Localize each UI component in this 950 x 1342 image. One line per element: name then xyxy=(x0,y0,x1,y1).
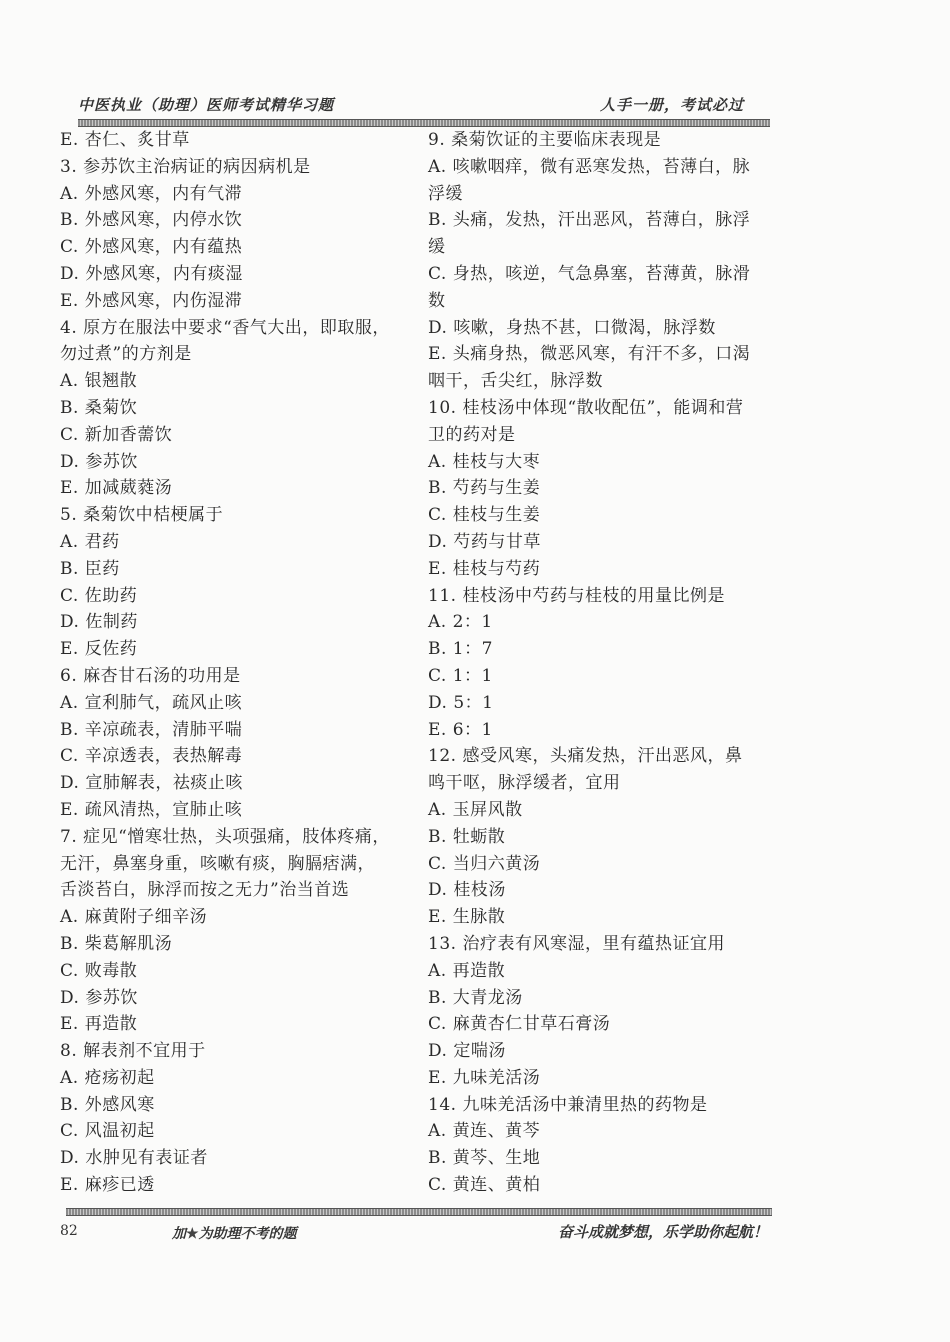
text-line: 7. 症见“憎寒壮热，头项强痛，肢体疼痛， xyxy=(60,826,390,847)
footer-note-prefix: 加 xyxy=(172,1226,186,1242)
footer-divider xyxy=(66,1208,772,1216)
text-line: A. 玉屏风散 xyxy=(428,799,523,820)
text-line: 数 xyxy=(428,290,446,311)
text-line: A. 外感风寒，内有气滞 xyxy=(60,183,243,204)
text-line: B. 头痛，发热，汗出恶风，苔薄白，脉浮 xyxy=(428,210,751,231)
text-line: E. 反佐药 xyxy=(60,639,138,660)
text-line: D. 芍药与甘草 xyxy=(428,531,541,552)
text-line: B. 辛凉疏表，清肺平喘 xyxy=(60,719,243,740)
text-line: C. 身热，咳逆，气急鼻塞，苔薄黄，脉滑 xyxy=(428,263,751,284)
text-line: C. 桂枝与生姜 xyxy=(428,505,541,526)
text-line: E. 6：1 xyxy=(428,719,493,740)
text-line: D. 参苏饮 xyxy=(60,987,138,1008)
text-line: B. 柴葛解肌汤 xyxy=(60,933,173,954)
header-title: 中医执业（助理）医师考试精华习题 xyxy=(78,96,335,114)
text-line: B. 1：7 xyxy=(428,639,493,660)
text-line: D. 佐制药 xyxy=(60,612,138,633)
text-line: 3. 参苏饮主治病证的病因病机是 xyxy=(60,156,311,177)
text-line: D. 水肿见有表证者 xyxy=(60,1148,208,1169)
text-line: E. 杏仁、炙甘草 xyxy=(60,130,190,150)
right-column xyxy=(428,127,770,1199)
text-line: B. 外感风寒，内停水饮 xyxy=(60,210,243,231)
text-line: E. 疏风清热，宣肺止咳 xyxy=(60,799,243,820)
footer-note xyxy=(172,1223,297,1243)
text-line: 6. 麻杏甘石汤的功用是 xyxy=(60,665,241,686)
text-line: 舌淡苔白，脉浮而按之无力”治当首选 xyxy=(60,880,350,901)
text-line: 14. 九味羌活汤中兼清里热的药物是 xyxy=(428,1094,708,1115)
text-line: 9. 桑菊饮证的主要临床表现是 xyxy=(428,130,662,150)
text-line: C. 黄连、黄柏 xyxy=(428,1175,541,1196)
text-line: A. 宣利肺气，疏风止咳 xyxy=(60,692,243,713)
text-line: B. 大青龙汤 xyxy=(428,987,523,1008)
text-line: 无汗，鼻塞身重，咳嗽有痰，胸膈痞满， xyxy=(60,853,375,874)
text-line: D. 咳嗽，身热不甚，口微渴，脉浮数 xyxy=(428,317,716,338)
text-line: A. 2：1 xyxy=(428,612,493,633)
text-line: E. 再造散 xyxy=(60,1014,138,1035)
text-line: E. 外感风寒，内伤湿滞 xyxy=(60,290,243,311)
star-icon: ★ xyxy=(186,1226,199,1242)
text-line: C. 1：1 xyxy=(428,665,493,686)
text-line: 5. 桑菊饮中桔梗属于 xyxy=(60,505,224,526)
text-line: A. 疮疡初起 xyxy=(60,1067,155,1088)
text-line: B. 外感风寒 xyxy=(60,1094,155,1115)
text-line: C. 败毒散 xyxy=(60,960,138,981)
left-column xyxy=(60,127,398,1199)
text-line: 鸣干呕，脉浮缓者，宜用 xyxy=(428,773,621,794)
text-line: E. 加减葳蕤汤 xyxy=(60,478,173,499)
text-line: A. 黄连、黄芩 xyxy=(428,1121,541,1142)
text-line: 11. 桂枝汤中芍药与桂枝的用量比例是 xyxy=(428,585,725,606)
text-line: 缓 xyxy=(428,237,446,258)
text-line: B. 芍药与生姜 xyxy=(428,478,541,499)
text-line: B. 臣药 xyxy=(60,558,120,579)
text-line: C. 麻黄杏仁甘草石膏汤 xyxy=(428,1014,611,1035)
text-line: C. 佐助药 xyxy=(60,585,138,606)
text-line: E. 麻疹已透 xyxy=(60,1175,155,1196)
text-line: A. 咳嗽咽痒，微有恶寒发热，苔薄白，脉 xyxy=(428,156,751,177)
text-line: 12. 感受风寒，头痛发热，汗出恶风，鼻 xyxy=(428,746,743,767)
text-line: A. 桂枝与大枣 xyxy=(428,451,541,472)
footer-slogan: 奋斗成就梦想，乐学助你起航！ xyxy=(557,1223,768,1241)
text-line: B. 黄芩、生地 xyxy=(428,1148,541,1169)
text-line: 4. 原方在服法中要求“香气大出，即取服， xyxy=(60,317,390,338)
text-line: 卫的药对是 xyxy=(428,424,516,445)
header-slogan: 人手一册，考试必过 xyxy=(599,96,744,114)
footer-note-suffix: 为助理不考的题 xyxy=(198,1226,297,1242)
header-divider xyxy=(78,119,770,127)
text-line: A. 再造散 xyxy=(428,960,506,981)
text-line: E. 九味羌活汤 xyxy=(428,1067,541,1088)
text-line: D. 外感风寒，内有痰湿 xyxy=(60,263,243,284)
text-line: B. 桑菊饮 xyxy=(60,397,138,418)
text-line: D. 桂枝汤 xyxy=(428,880,506,901)
text-line: 8. 解表剂不宜用于 xyxy=(60,1041,206,1062)
text-line: 13. 治疗表有风寒湿，里有蕴热证宜用 xyxy=(428,933,725,954)
text-line: C. 新加香薷饮 xyxy=(60,424,173,445)
text-line: C. 辛凉透表，表热解毒 xyxy=(60,746,243,767)
text-line: C. 风温初起 xyxy=(60,1121,155,1142)
text-line: 咽干，舌尖红，脉浮数 xyxy=(428,371,603,392)
text-line: D. 5：1 xyxy=(428,692,494,713)
text-line: 浮缓 xyxy=(428,183,463,204)
text-line: E. 桂枝与芍药 xyxy=(428,558,541,579)
text-line: C. 当归六黄汤 xyxy=(428,853,541,874)
text-line: E. 生脉散 xyxy=(428,907,506,928)
text-line: E. 头痛身热，微恶风寒，有汗不多，口渴 xyxy=(428,344,751,365)
text-line: A. 麻黄附子细辛汤 xyxy=(60,907,208,928)
text-line: 勿过煮”的方剂是 xyxy=(60,344,192,365)
text-line: A. 银翘散 xyxy=(60,371,138,392)
text-line: A. 君药 xyxy=(60,531,120,552)
text-line: D. 参苏饮 xyxy=(60,451,138,472)
text-line: D. 定喘汤 xyxy=(428,1041,506,1062)
text-line: D. 宣肺解表，祛痰止咳 xyxy=(60,773,243,794)
text-line: B. 牡蛎散 xyxy=(428,826,506,847)
text-line: 10. 桂枝汤中体现“散收配伍”，能调和营 xyxy=(428,397,744,418)
text-line: C. 外感风寒，内有蕴热 xyxy=(60,237,243,258)
page-number: 82 xyxy=(60,1223,78,1239)
